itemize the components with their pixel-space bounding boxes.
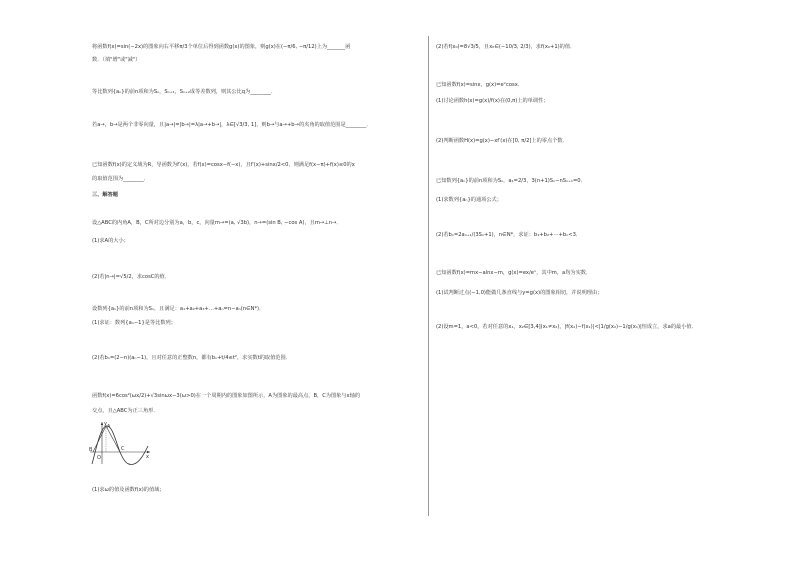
label-x: x (146, 454, 149, 460)
problem-5-part1: (1)求数列{aₙ}的通项公式； (436, 197, 502, 203)
label-C: C (121, 446, 125, 452)
label-y: y (104, 421, 107, 427)
problem-1-stem: 设△ABC的内角A，B，C所对边分别为a，b，c，向量m→=(a, √3b)，n→=(sin B, −cos A)，且m→⊥n→． (92, 220, 342, 226)
problem-4-part1: (1)讨论函数h(x)=g(x)/f(x)在(0,π)上的单调性； (436, 98, 549, 104)
problem-6-part1: (1)试判断过点(−1,0)能做几条直线与y=g(x)的图象相切，并说明理由； (436, 290, 603, 296)
question-fill-4-line1: 已知函数f(x)的定义域为R，导函数为f′(x)，若f(x)=cosx−f(−x)，且f′(x)+sinx/2<0，则满足f(x−π)+f(x)≤0的x (92, 162, 355, 168)
problem-4-part2: (2)判断函数H(x)=g(x)−xf′(x)在[0, π/2]上的零点个数． (436, 138, 568, 144)
problem-2-part2: (2)若bₙ=(2−n)(aₙ−1)，且对任意的正整数n，都有bₙ+t/4≤t²，求实数t的取值范围． (92, 355, 291, 361)
section-heading-answers: 三、解答题 (92, 192, 118, 198)
problem-1-part1: (1)求A的大小； (92, 238, 129, 244)
column-divider (428, 36, 429, 516)
y-axis-arrow-icon (101, 422, 103, 425)
problem-1-part2: (2)若|n→|=√5/2，求cosC的值． (92, 274, 170, 280)
x-axis-arrow-icon (147, 451, 150, 453)
problem-2-stem: 设数列{aₙ}的前n项和为Sₙ，且满足：a₁+a₂+a₃+…+aₙ=n−aₙ(n∈N*)． (92, 306, 265, 312)
problem-6-part2: (2)设m=1，a<0，若对任意的x₁，x₂∈[3,4](x₁≠x₂)，|f(x₂)−f(x₁)|<|1/g(x₂)−1/g(x₁)|恒成立，求a的最小值． (436, 324, 697, 330)
label-O: O (97, 455, 101, 461)
problem-5-stem: 已知数列{aₙ}的前n项和为Sₙ，a₁=2/3，3(n+1)Sₙ−nSₙ₊₁=0． (436, 178, 586, 184)
problem-6-stem: 已知函数f(x)=mx−alnx−m，g(x)=ex/eˣ，其中m，a均为实数． (436, 270, 592, 276)
problem-3-stem-line1: 函数f(x)=6cos²(ωx/2)+√3sinωx−3(ω>0)在一个周期内的图象如图所示，A为图象的最高点，B，C为图象与x轴的 (92, 393, 361, 399)
sine-graph-figure (88, 420, 152, 466)
problem-3-stem-line2: 交点，且△ABC为正三角形． (92, 408, 159, 414)
problem-2-part1: (1)求证：数列{aₙ−1}是等比数列； (92, 320, 176, 326)
problem-5-part2: (2)若bₙ=2aₙ₊₁/(3Sₙ+1)，n∈N*，求证：b₁+b₂+⋯+bₙ<3． (436, 232, 582, 238)
question-fill-1-line1: 将函数f(x)=sin(−2x)的图象向右平移π/3个单位后得到函数g(x)的图象，则g(x)在(−π/6, −π/12)上为_______函 (92, 44, 351, 50)
label-B: B (89, 447, 93, 453)
problem-4-stem: 已知函数f(x)=sinx，g(x)=eˣcosx． (436, 82, 523, 88)
label-A: A (107, 424, 111, 430)
problem-3-part1: (1)求ω的值及函数f(x)的值域； (92, 487, 165, 493)
question-fill-4-line2: 的取值范围为________． (92, 176, 150, 182)
question-fill-3: 若a→，b→是两个非零向量，且|a→|=|b→|=λ|a→+b→|，λ∈[√3/3, 1]，则b→与a→+b→的夹角的取值范围是________． (92, 122, 372, 128)
question-fill-2: 等比数列{aₙ}的前n项和为Sₙ，Sₙ₊₁，Sₙ₊₂成等差数列，则其公比q为________． (92, 89, 277, 95)
problem-3-part2: (2)若f(x₀)=8√3/5，且x₀∈(−10/3, 2/3)，求f(x₀+1)的值． (436, 44, 576, 50)
question-fill-1-line2: 数．（填"增"或"减"） (92, 57, 141, 63)
